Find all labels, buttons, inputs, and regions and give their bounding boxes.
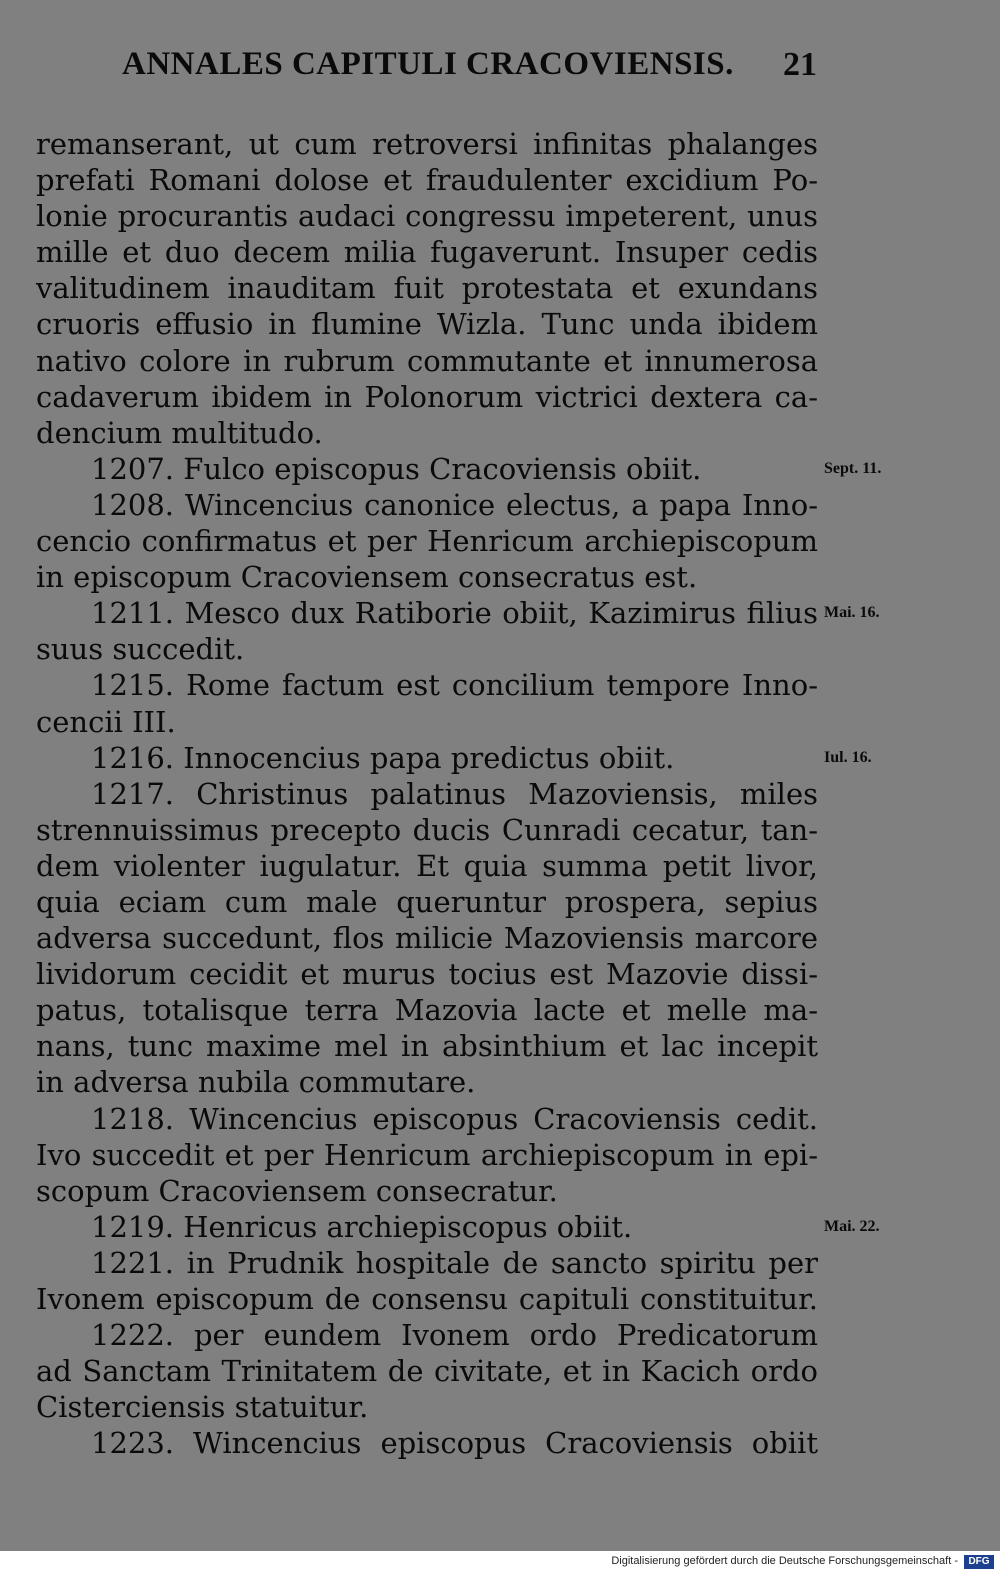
text-line: scopum Cracoviensem consecratur. [36, 1173, 558, 1208]
entry-text: 1219. Henricus archiepiscopus obiit. [91, 1209, 633, 1244]
page-header [0, 46, 1000, 96]
margin-date-note: Sept. 11. [824, 459, 882, 477]
text-line: patus, totalisque terra Mazovia lacte et melle ma- [36, 993, 818, 1028]
entry-line-1208: 1208. Wincencius canonice electus, a papa Inno- [91, 487, 818, 522]
text-line: dencium multitudo. [36, 415, 323, 450]
text-line: nativo colore in rubrum commutante et innumerosa [36, 343, 818, 378]
entry-text: 1216. Innocencius papa predictus obiit. [91, 740, 675, 775]
entry-line-1207 [36, 451, 882, 487]
entry-line-1218: 1218. Wincencius episcopus Cracoviensis cedit. [91, 1101, 818, 1136]
text-body [36, 126, 882, 1461]
entry-line-1211 [36, 595, 880, 631]
funding-credit: Digitalisierung gefördert durch die Deutsche Forschungsgemeinschaft - [611, 1555, 958, 1567]
page-number: 21 [783, 46, 817, 83]
entry-line-1223: 1223. Wincencius episcopus Cracoviensis obiit [91, 1426, 818, 1461]
text-line: cencii III. [36, 704, 176, 739]
digitization-footer [0, 1551, 1000, 1573]
text-line: ad Sanctam Trinitatem de civitate, et in Kacich ordo [36, 1354, 818, 1389]
text-line: valitudinem inauditam fuit protestata et exundans [36, 271, 818, 306]
text-line: cruoris effusio in flumine Wizla. Tunc unda ibidem [36, 307, 818, 342]
text-line: suus succedit. [36, 632, 245, 667]
entry-line-1221: 1221. in Prudnik hospitale de sancto spiritu per [91, 1245, 818, 1280]
text-line: cencio confirmatus et per Henricum archiepiscopum [36, 524, 818, 559]
text-line: in episcopum Cracoviensem consecratus est. [36, 560, 698, 595]
text-line: prefati Romani dolose et fraudulenter excidium Po- [36, 163, 818, 198]
margin-date-note: Mai. 22. [824, 1217, 880, 1235]
text-line: Cisterciensis statuitur. [36, 1390, 369, 1425]
dfg-logo: DFG [964, 1555, 994, 1569]
text-line: in adversa nubila commutare. [36, 1065, 476, 1100]
text-line: lonie procurantis audaci congressu impeterent, unus [36, 199, 818, 234]
text-line: cadaverum ibidem in Polonorum victrici dextera ca- [36, 379, 818, 414]
margin-date-note: Iul. 16. [824, 748, 872, 766]
entry-line-1222: 1222. per eundem Ivonem ordo Predicatorum [91, 1318, 818, 1353]
text-line: remanserant, ut cum retroversi infinitas phalanges [36, 127, 818, 161]
entry-text: 1207. Fulco episcopus Cracoviensis obiit. [91, 451, 702, 486]
text-line: dem violenter iugulatur. Et quia summa petit livor, [36, 848, 818, 883]
running-title: ANNALES CAPITULI CRACOVIENSIS. [122, 46, 734, 82]
entry-line-1219 [36, 1209, 880, 1245]
text-line: nans, tunc maxime mel in absinthium et lac incepit [36, 1029, 818, 1064]
entry-line-1217: 1217. Christinus palatinus Mazoviensis, miles [91, 776, 818, 811]
text-line: Ivonem episcopum de consensu capituli constituitur. [36, 1282, 818, 1316]
entry-text: 1211. Mesco dux Ratiborie obiit, Kazimirus filius [91, 596, 818, 631]
margin-date-note: Mai. 16. [824, 604, 880, 622]
text-line: quia eciam cum male queruntur prospera, sepius [36, 884, 818, 919]
text-line: Ivo succedit et per Henricum archiepiscopum in epi- [36, 1137, 818, 1172]
text-line: adversa succedunt, flos milicie Mazoviensis marcore [36, 921, 818, 956]
text-line: strennuissimus precepto ducis Cunradi cecatur, tan- [36, 812, 818, 847]
text-line: lividorum cecidit et murus tocius est Mazovie dissi- [36, 957, 818, 992]
text-line: mille et duo decem milia fugaverunt. Insuper cedis [36, 235, 818, 270]
entry-line-1215: 1215. Rome factum est concilium tempore Inno- [91, 668, 818, 703]
entry-line-1216 [36, 740, 872, 776]
